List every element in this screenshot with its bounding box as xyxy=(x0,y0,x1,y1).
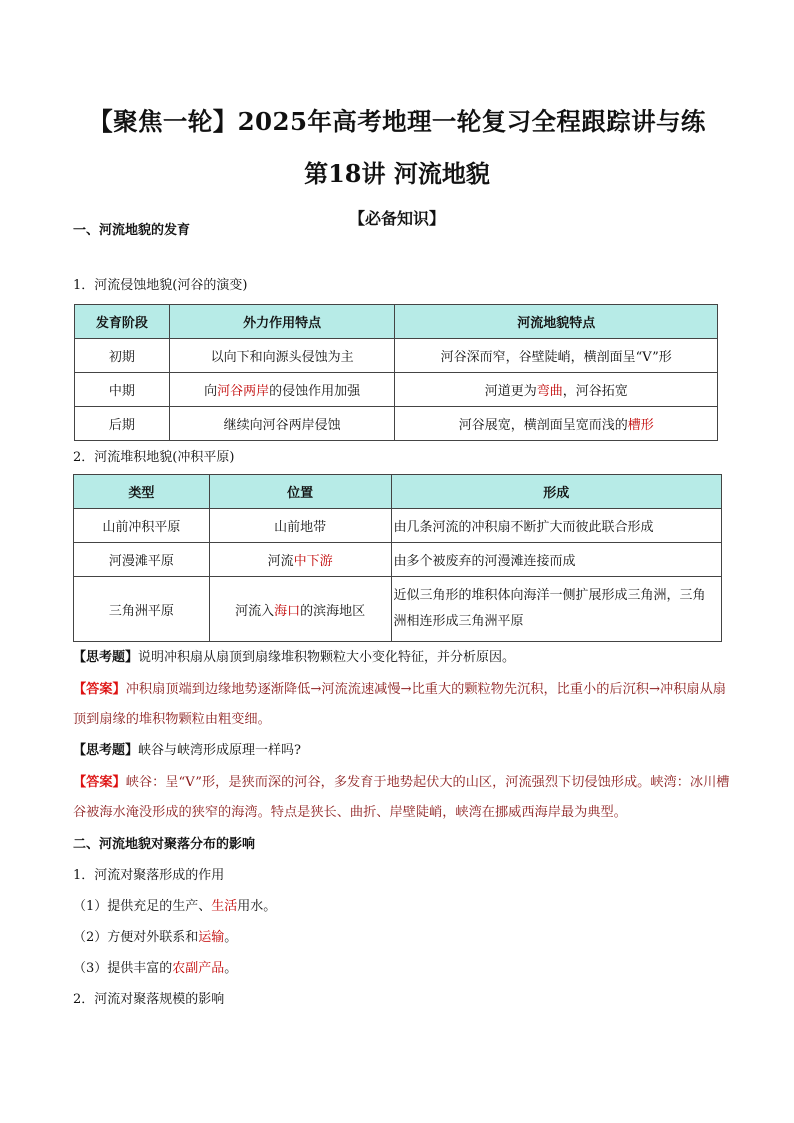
table-row xyxy=(75,407,718,441)
part1-item2: 2．河流堆积地貌(冲积平原) xyxy=(73,450,235,465)
question-text: 说明冲积扇从扇顶到扇缘堆积物颗粒大小变化特征，并分析原因。 xyxy=(138,650,516,665)
question-label: 【思考题】 xyxy=(73,650,139,665)
table-cell: 初期 xyxy=(75,339,170,373)
point-text: （1）提供充足的生产、 xyxy=(73,899,212,914)
answer-1 xyxy=(73,675,733,735)
table-cell xyxy=(209,577,391,642)
table-header-row xyxy=(75,305,718,339)
cell-highlight: 弯曲 xyxy=(536,384,563,399)
cell-highlight: 海口 xyxy=(274,603,301,619)
cell-text: 河流 xyxy=(267,554,294,569)
answer-label: 【答案】 xyxy=(73,682,126,697)
cell-highlight: 河谷两岸 xyxy=(217,384,270,399)
table-cell: 山前冲积平原 xyxy=(74,509,210,543)
table-cell xyxy=(209,543,391,577)
part2-point2 xyxy=(73,929,237,947)
point-highlight: 运输 xyxy=(198,930,225,945)
table-cell: 由几条河流的冲积扇不断扩大而彼此联合形成 xyxy=(391,509,721,543)
table-cell: 三角洲平原 xyxy=(74,577,210,642)
table-cell: 山前地带 xyxy=(209,509,391,543)
table-header-cell: 位置 xyxy=(209,475,391,509)
point-text: 用水。 xyxy=(237,899,277,914)
table-cell: 由多个被废弃的河漫滩连接而成 xyxy=(391,543,721,577)
part2-heading: 二、河流地貌对聚落分布的影响 xyxy=(73,837,256,852)
table-cell: 继续向河谷两岸侵蚀 xyxy=(169,407,395,441)
table-row xyxy=(74,577,722,642)
table-header-cell: 河流地貌特点 xyxy=(395,305,718,339)
answer-2 xyxy=(73,768,733,828)
table-cell: 后期 xyxy=(75,407,170,441)
cell-text: 河道更为 xyxy=(484,384,537,399)
answer-text: 冲积扇顶端到边缘地势逐渐降低→河流流速减慢→比重大的颗粒物先沉积，比重小的后沉积→冲积扇从扇顶到扇缘的堆积物颗粒由粗变细。 xyxy=(73,682,726,727)
point-highlight: 生活 xyxy=(211,899,238,914)
answer-text: 峡谷：呈“V”形，是狭而深的河谷，多发育于地势起伏大的山区，河流强烈下切侵蚀形成。峡湾：冰川槽谷被海水淹没形成的狭窄的海湾。特点是狭长、曲折、岸壁陡峭，峡湾在挪威西海岸最为典型。 xyxy=(73,775,730,820)
point-text: 。 xyxy=(224,930,238,945)
question-text: 峡谷与峡湾形成原理一样吗? xyxy=(138,743,301,758)
lesson-title: 第18讲 河流地貌 xyxy=(304,159,490,188)
question-label: 【思考题】 xyxy=(73,743,139,758)
table-cell xyxy=(395,373,718,407)
part2-item2: 2．河流对聚落规模的影响 xyxy=(73,992,225,1007)
table-cell: 河谷深而窄，谷壁陡峭，横剖面呈“V”形 xyxy=(395,339,718,373)
table-cell: 中期 xyxy=(75,373,170,407)
table-cell xyxy=(395,407,718,441)
table-row xyxy=(74,509,722,543)
cell-highlight: 槽形 xyxy=(627,418,654,433)
table-header-row xyxy=(74,475,722,509)
table-header-cell: 类型 xyxy=(74,475,210,509)
table-row xyxy=(75,373,718,407)
answer-label: 【答案】 xyxy=(73,775,126,790)
table-cell: 近似三角形的堆积体向海洋一侧扩展形成三角洲，三角洲相连形成三角洲平原 xyxy=(391,577,721,642)
question-2 xyxy=(73,742,301,760)
deposition-landform-table xyxy=(73,474,722,642)
part2-point3 xyxy=(73,960,237,978)
table-header-cell: 外力作用特点 xyxy=(169,305,395,339)
cell-text: 河谷展宽，横剖面呈宽而浅的 xyxy=(458,418,628,433)
cell-text: 的滨海地区 xyxy=(300,603,366,619)
table-cell xyxy=(169,373,395,407)
part2-point1 xyxy=(73,898,276,916)
part1-item1: 1．河流侵蚀地貌(河谷的演变) xyxy=(73,278,248,293)
point-text: （3）提供丰富的 xyxy=(73,961,173,976)
table-header-cell: 发育阶段 xyxy=(75,305,170,339)
section-tag: 【必备知识】 xyxy=(348,209,445,228)
question-1 xyxy=(73,649,515,667)
part2-item1: 1．河流对聚落形成的作用 xyxy=(73,868,225,883)
cell-text: 向 xyxy=(204,384,218,399)
cell-highlight: 中下游 xyxy=(293,554,333,569)
table-cell: 以向下和向源头侵蚀为主 xyxy=(169,339,395,373)
document-title: 【聚焦一轮】2025年高考地理一轮复习全程跟踪讲与练 xyxy=(88,107,706,136)
table-cell: 河漫滩平原 xyxy=(74,543,210,577)
point-highlight: 农副产品 xyxy=(172,961,225,976)
part1-heading: 一、河流地貌的发育 xyxy=(73,223,191,238)
point-text: （2）方便对外联系和 xyxy=(73,930,199,945)
cell-text: 河流入 xyxy=(235,603,275,619)
table-header-cell: 形成 xyxy=(391,475,721,509)
table-row xyxy=(75,339,718,373)
point-text: 。 xyxy=(224,961,238,976)
cell-text: 的侵蚀作用加强 xyxy=(269,384,361,399)
cell-text: ，河谷拓宽 xyxy=(562,384,628,399)
table-row xyxy=(74,543,722,577)
erosion-landform-table xyxy=(74,304,718,441)
